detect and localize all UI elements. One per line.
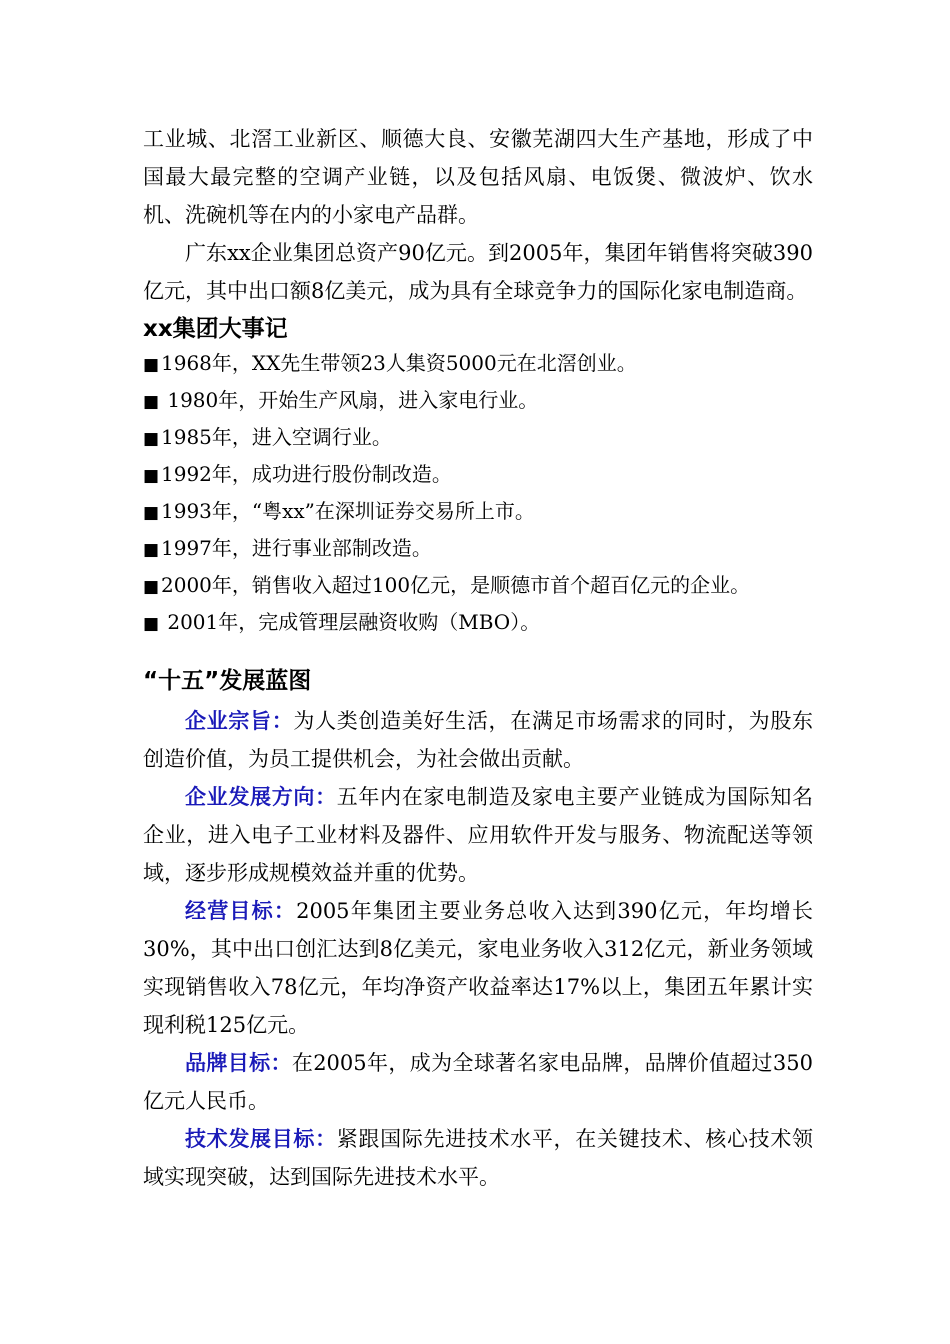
intro-paragraph-2: 广东xx企业集团总资产90亿元。到2005年，集团年销售将突破390亿元，其中出口额8亿美元，成为具有全球竞争力的国际化家电制造商。 — [143, 241, 813, 303]
event-item — [143, 420, 813, 457]
event-item — [143, 494, 813, 531]
event-text: 1993年，“粤xx”在深圳证券交易所上市。 — [161, 499, 535, 523]
square-bullet-icon: ■ — [143, 466, 160, 486]
event-text: 1992年，成功进行股份制改造。 — [161, 462, 452, 486]
event-text: 1997年，进行事业部制改造。 — [161, 536, 432, 560]
events-heading: xx集团大事记 — [143, 316, 288, 342]
event-item — [143, 605, 813, 642]
event-item — [143, 346, 813, 383]
events-list — [143, 346, 813, 642]
square-bullet-icon: ■ — [143, 392, 160, 412]
square-bullet-icon: ■ — [143, 355, 160, 375]
event-text: 2001年，完成管理层融资收购（MBO）。 — [161, 610, 541, 634]
section-text: 紧跟国际先进技术水平，在关键技术、核心技术领域实现突破，达到国际先进技术水平。 — [143, 1127, 813, 1189]
square-bullet-icon: ■ — [143, 429, 160, 449]
square-bullet-icon: ■ — [143, 540, 160, 560]
square-bullet-icon: ■ — [143, 614, 160, 634]
section-label: 品牌目标： — [185, 1051, 292, 1075]
section-label: 企业发展方向： — [185, 785, 337, 809]
event-item — [143, 531, 813, 568]
section-text: 2005年集团主要业务总收入达到390亿元，年均增长30%，其中出口创汇达到8亿美元，家电业务收入312亿元，新业务领域实现销售收入78亿元，年均净资产收益率达17%以上，集团五年累计实现利税125亿元。 — [143, 899, 813, 1037]
section-label: 技术发展目标： — [185, 1127, 337, 1151]
event-item — [143, 568, 813, 605]
event-text: 1985年，进入空调行业。 — [161, 425, 392, 449]
section-text: 在2005年，成为全球著名家电品牌，品牌价值超过350亿元人民币。 — [143, 1051, 813, 1113]
event-text: 2000年，销售收入超过100亿元，是顺德市首个超百亿元的企业。 — [161, 573, 751, 597]
section-label: 经营目标： — [185, 899, 297, 923]
plan-section-business-goal — [143, 892, 813, 1044]
plan-section-mission — [143, 702, 813, 778]
event-text: 1968年，XX先生带领23人集资5000元在北滘创业。 — [161, 351, 637, 375]
document-page — [143, 120, 813, 1196]
plan-section-tech-goal — [143, 1120, 813, 1196]
event-text: 1980年，开始生产风扇，进入家电行业。 — [161, 388, 539, 412]
plan-heading: “十五”发展蓝图 — [143, 668, 312, 694]
plan-section-direction — [143, 778, 813, 892]
section-text: 五年内在家电制造及家电主要产业链成为国际知名企业，进入电子工业材料及器件、应用软件开发与服务、物流配送等领域，逐步形成规模效益并重的优势。 — [143, 785, 813, 885]
intro-paragraph-1: 工业城、北滘工业新区、顺德大良、安徽芜湖四大生产基地，形成了中国最大最完整的空调产业链，以及包括风扇、电饭煲、微波炉、饮水机、洗碗机等在内的小家电产品群。 — [143, 127, 813, 227]
section-label: 企业宗旨： — [185, 709, 294, 733]
event-item — [143, 457, 813, 494]
square-bullet-icon: ■ — [143, 577, 160, 597]
plan-section-brand-goal — [143, 1044, 813, 1120]
event-item — [143, 383, 813, 420]
section-text: 为人类创造美好生活，在满足市场需求的同时，为股东创造价值，为员工提供机会，为社会做出贡献。 — [143, 709, 814, 771]
square-bullet-icon: ■ — [143, 503, 160, 523]
